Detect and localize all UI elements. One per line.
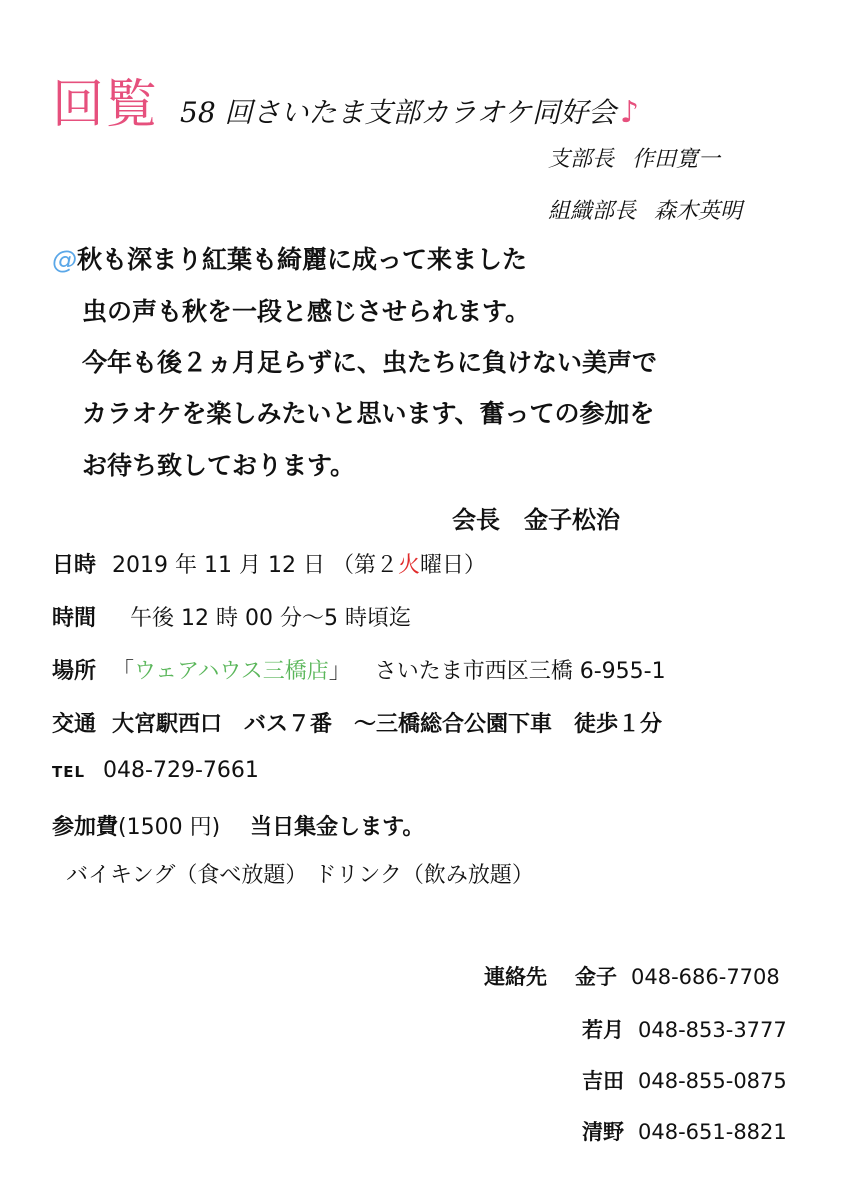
contact-name: 清野 bbox=[582, 1120, 624, 1144]
officer-role: 組織部長 bbox=[548, 199, 637, 224]
at-mark-icon: @ bbox=[52, 245, 77, 274]
datetime-label: 日時 bbox=[52, 553, 97, 578]
venue-address: さいたま市西区三橋 6-955-1 bbox=[374, 659, 666, 684]
tel-row bbox=[52, 758, 259, 783]
fee-amount: (1500 円) bbox=[118, 815, 221, 840]
contact-row bbox=[484, 961, 780, 991]
kairan-heading: 回覧 bbox=[52, 75, 159, 135]
officer-role: 支部長 bbox=[548, 147, 615, 172]
contact-phone: 048-853-3777 bbox=[638, 1018, 787, 1042]
buffet-row: バイキング（食べ放題） ドリンク（飲み放題） bbox=[66, 863, 534, 888]
transport-label: 交通 bbox=[52, 712, 97, 737]
officer-name: 作田寛一 bbox=[632, 147, 721, 172]
tel-value: 048-729-7661 bbox=[103, 758, 259, 783]
time-label: 時間 bbox=[52, 606, 97, 631]
contact-name: 若月 bbox=[582, 1018, 624, 1042]
officer-name: 森木英明 bbox=[654, 199, 743, 224]
venue-name: ウェアハウス三橋店 bbox=[134, 659, 329, 684]
president-role: 会長 bbox=[452, 505, 500, 534]
message-line-3: 今年も後２ヵ月足らずに、虫たちに負けない美声で bbox=[82, 348, 658, 377]
document-title: 58 回さいたま支部カラオケ同好会 bbox=[180, 96, 616, 129]
contact-label: 連絡先 bbox=[484, 965, 547, 989]
contact-name: 吉田 bbox=[582, 1069, 624, 1093]
place-row: 場所 「ウェアハウス三橋店」 さいたま市西区三橋 6-955-1 bbox=[52, 659, 666, 684]
officer-branch-head bbox=[548, 142, 720, 173]
place-label: 場所 bbox=[52, 659, 97, 684]
message-line-5: お待ち致しております。 bbox=[82, 451, 356, 480]
message-line-1: @秋も深まり紅葉も綺麗に成って来ました bbox=[52, 245, 528, 274]
contact-phone: 048-651-8821 bbox=[638, 1120, 787, 1144]
contact-phone: 048-855-0875 bbox=[638, 1069, 787, 1093]
message-line-2: 虫の声も秋を一段と感じさせられます。 bbox=[82, 297, 531, 326]
transport-value: 大宮駅西口 バス７番 ～三橋総合公園下車 徒歩１分 bbox=[112, 712, 663, 737]
contact-phone: 048-686-7708 bbox=[631, 965, 780, 989]
transport-row bbox=[52, 707, 662, 738]
time-row bbox=[52, 601, 411, 632]
time-value: 午後 12 時 00 分～5 時頃迄 bbox=[130, 606, 411, 631]
fee-note: 当日集金します。 bbox=[250, 815, 425, 840]
contact-name: 金子 bbox=[575, 965, 617, 989]
contact-row bbox=[582, 1014, 787, 1044]
contact-row bbox=[582, 1116, 787, 1146]
fee-label: 参加費 bbox=[52, 815, 119, 840]
header bbox=[52, 62, 639, 137]
fee-row bbox=[52, 810, 424, 841]
contact-row bbox=[582, 1065, 787, 1095]
message-line-4: カラオケを楽しみたいと思います、奮っての参加を bbox=[82, 399, 655, 428]
president-signature bbox=[452, 500, 620, 535]
officer-org-head bbox=[548, 194, 742, 225]
datetime-row: 日時 2019 年 11 月 12 日 （第２火曜日） bbox=[52, 553, 486, 578]
music-note-icon: ♪ bbox=[620, 95, 640, 130]
tel-label: TEL bbox=[52, 763, 86, 781]
president-name: 金子松治 bbox=[524, 505, 620, 534]
weekday-highlight: 火 bbox=[397, 553, 420, 578]
